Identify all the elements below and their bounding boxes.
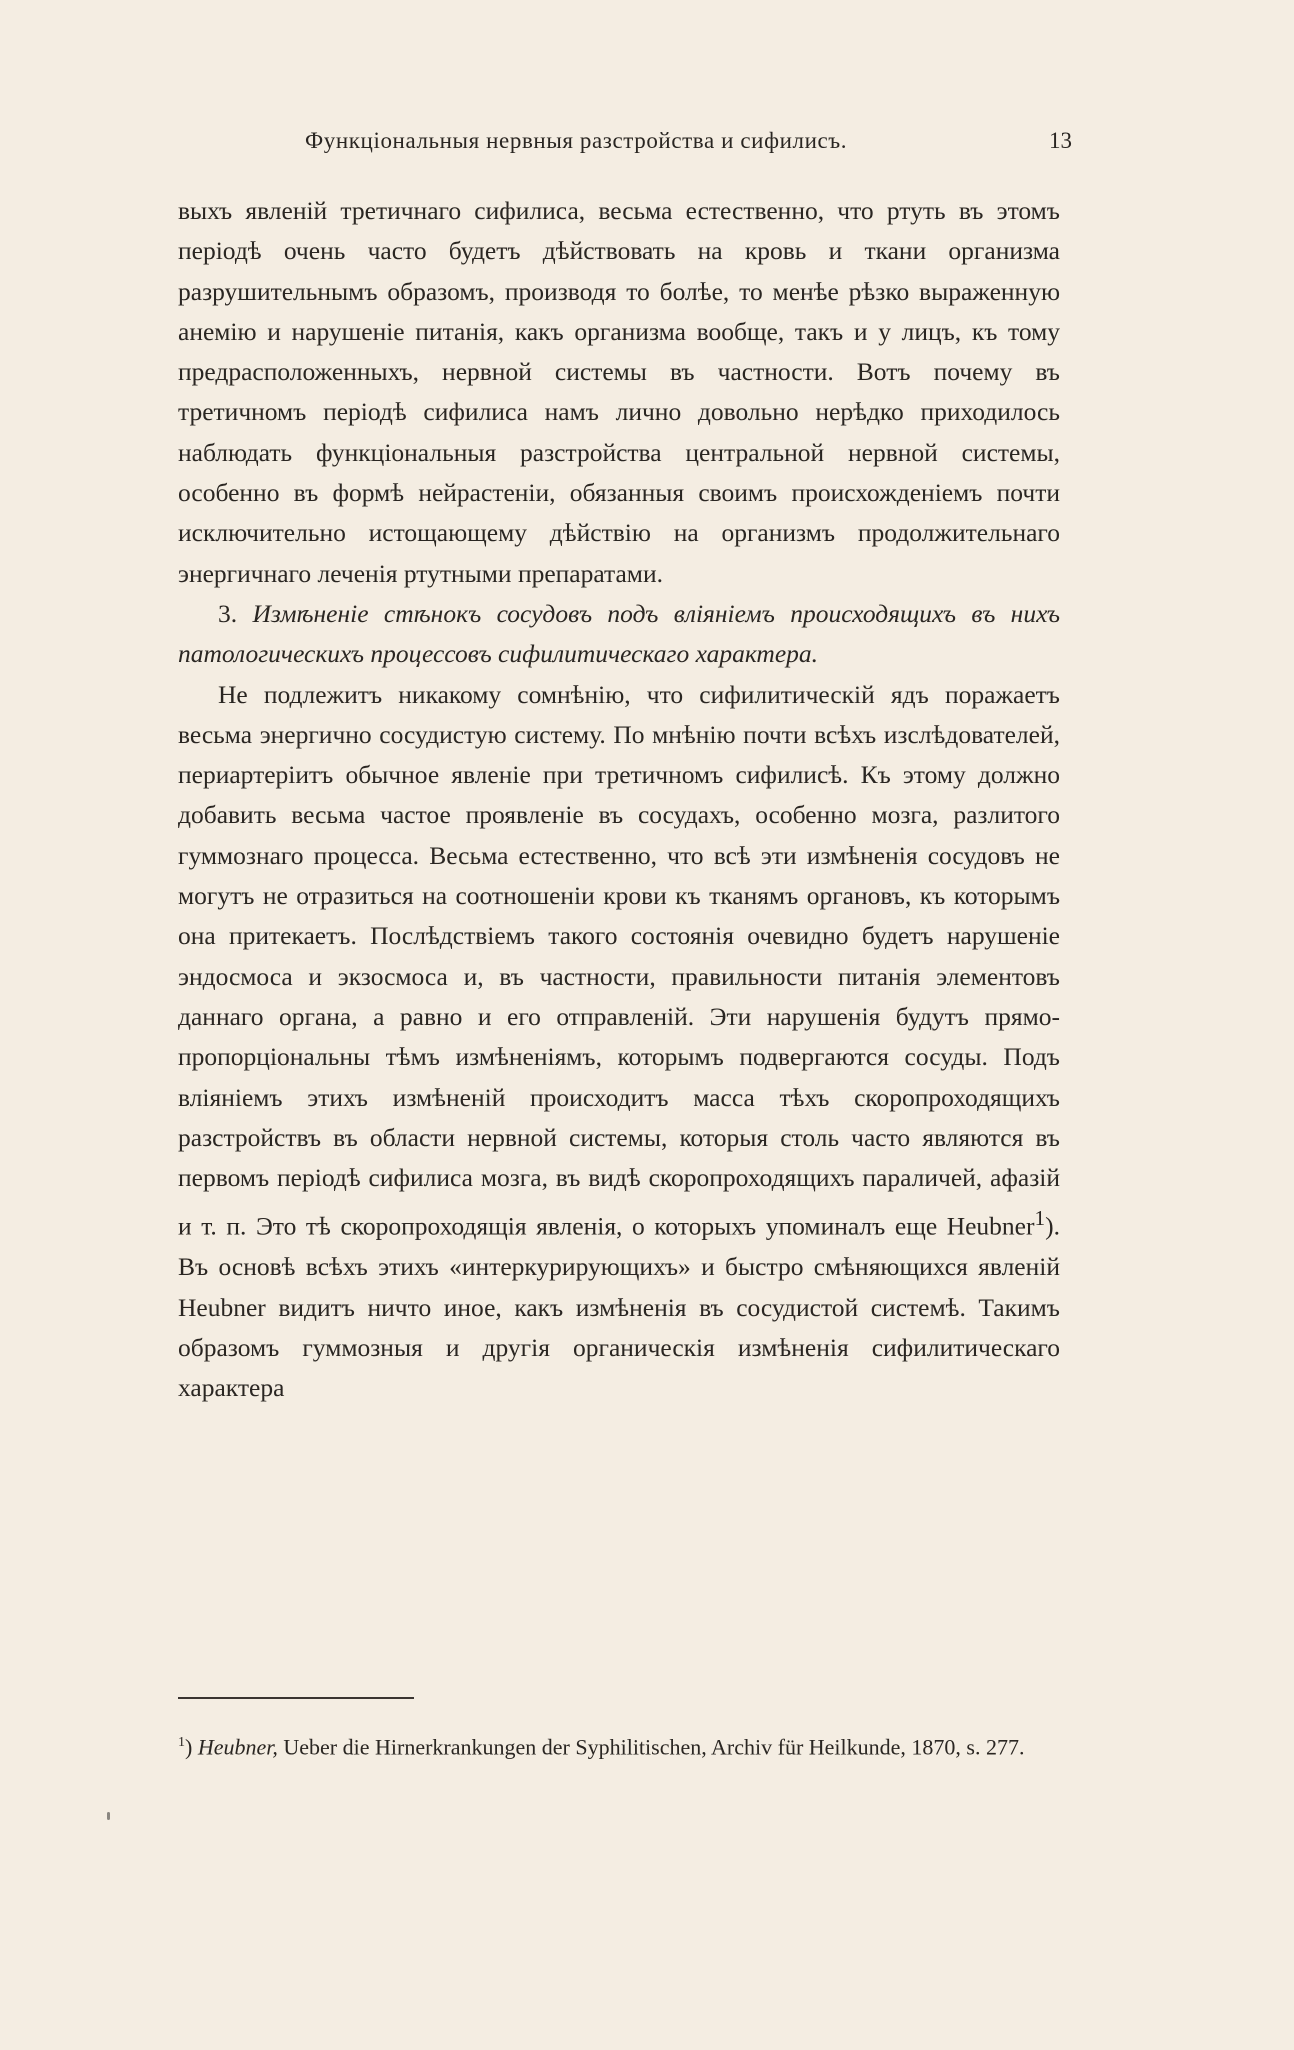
running-title: Функціональныя нервныя разстройства и сифилисъ.	[305, 128, 848, 153]
footnote-author: Heubner,	[197, 1734, 278, 1760]
page-number: 13	[1049, 128, 1072, 153]
footnote-text: Ueber die Hirnerkrankungen der Syphilitischen, Archiv für Heilkunde, 1870, s. 277.	[283, 1734, 1025, 1760]
paper-speck	[107, 1812, 110, 1820]
footnote-reference[interactable]: 1	[1034, 1206, 1046, 1231]
footnote-divider	[178, 1697, 414, 1699]
paragraph-continuation: выхъ явленій третичнаго сифилиса, весьма естественно, что ртуть въ этомъ періодѣ очень часто будетъ дѣйствовать на кровь и ткани организма разрушительнымъ образомъ, производя то болѣе, то менѣе рѣзко выраженную анемію и нарушеніе питанія, какъ организма вообще, такъ и у лицъ, къ тому предрасположенныхъ, нервной системы въ частности. Вотъ почему въ третичномъ періодѣ сифилиса намъ лично довольно нерѣдко приходилось наблюдать функціональныя разстройства центральной нервной системы, особенно въ формѣ нейрастеніи, обязанныя своимъ происхожденіемъ почти исключительно истощающему дѣйствію на организмъ продолжительнаго энергичнаго леченія ртутными препаратами.	[178, 196, 1060, 588]
section-heading	[178, 594, 1060, 675]
paragraph-text: Не подлежитъ никакому сомнѣнію, что сифилитическій ядъ поражаетъ весьма энергично сосудистую систему. По мнѣнію почти всѣхъ изслѣдователей, периартеріитъ обычное явленіе при третичномъ сифилисѣ. Къ этому должно добавить весьма частое проявленіе въ сосудахъ, особенно мозга, разлитого гуммознаго процесса. Весьма естественно, что всѣ эти измѣненія сосудовъ не могутъ не отразиться на соотношеніи крови къ тканямъ органовъ, къ которымъ она притекаетъ. Послѣдствіемъ такого состоянія очевидно будетъ нарушеніе эндосмоса и экзосмоса и, въ частности, правильности питанія элементовъ даннаго органа, а равно и его отправленій. Эти нарушенія будутъ прямо-пропорціональны тѣмъ измѣненіямъ, которымъ подвергаются сосуды. Подъ вліяніемъ этихъ измѣненій происходитъ масса тѣхъ скоропроходящихъ разстройствъ въ области нервной системы, которыя столь часто являются въ первомъ періодѣ сифилиса мозга, въ видѣ скоропроходящихъ параличей, афазій и т. п. Это тѣ скоропроходящія явленія, о которыхъ упоминалъ еще Heubner	[178, 679, 1060, 1241]
main-text	[178, 191, 1060, 1408]
paragraph	[178, 675, 1060, 1409]
footnote: $^1$) Heubner, Ueber die Hirnerkrankungen der Syphilitischen, Archiv für Heilkunde, 1870, s. 277.	[178, 1734, 1025, 1760]
section-title: Измѣненіе стѣнокъ сосудовъ подъ вліяніемъ происходящихъ въ нихъ патологическихъ процессовъ сифилитическаго характера.	[178, 598, 1060, 669]
section-number: 3.	[218, 598, 238, 628]
footnote-mark: 1	[178, 1735, 185, 1750]
paragraph-text-continued: ). Въ основѣ всѣхъ этихъ «интеркурирующихъ» и быстро смѣняющихся явленій Heubner видитъ ничто иное, какъ измѣненія въ сосудистой системѣ. Такимъ образомъ гуммозныя и другія органическія измѣненія сифилитическаго характера	[178, 1211, 1060, 1403]
